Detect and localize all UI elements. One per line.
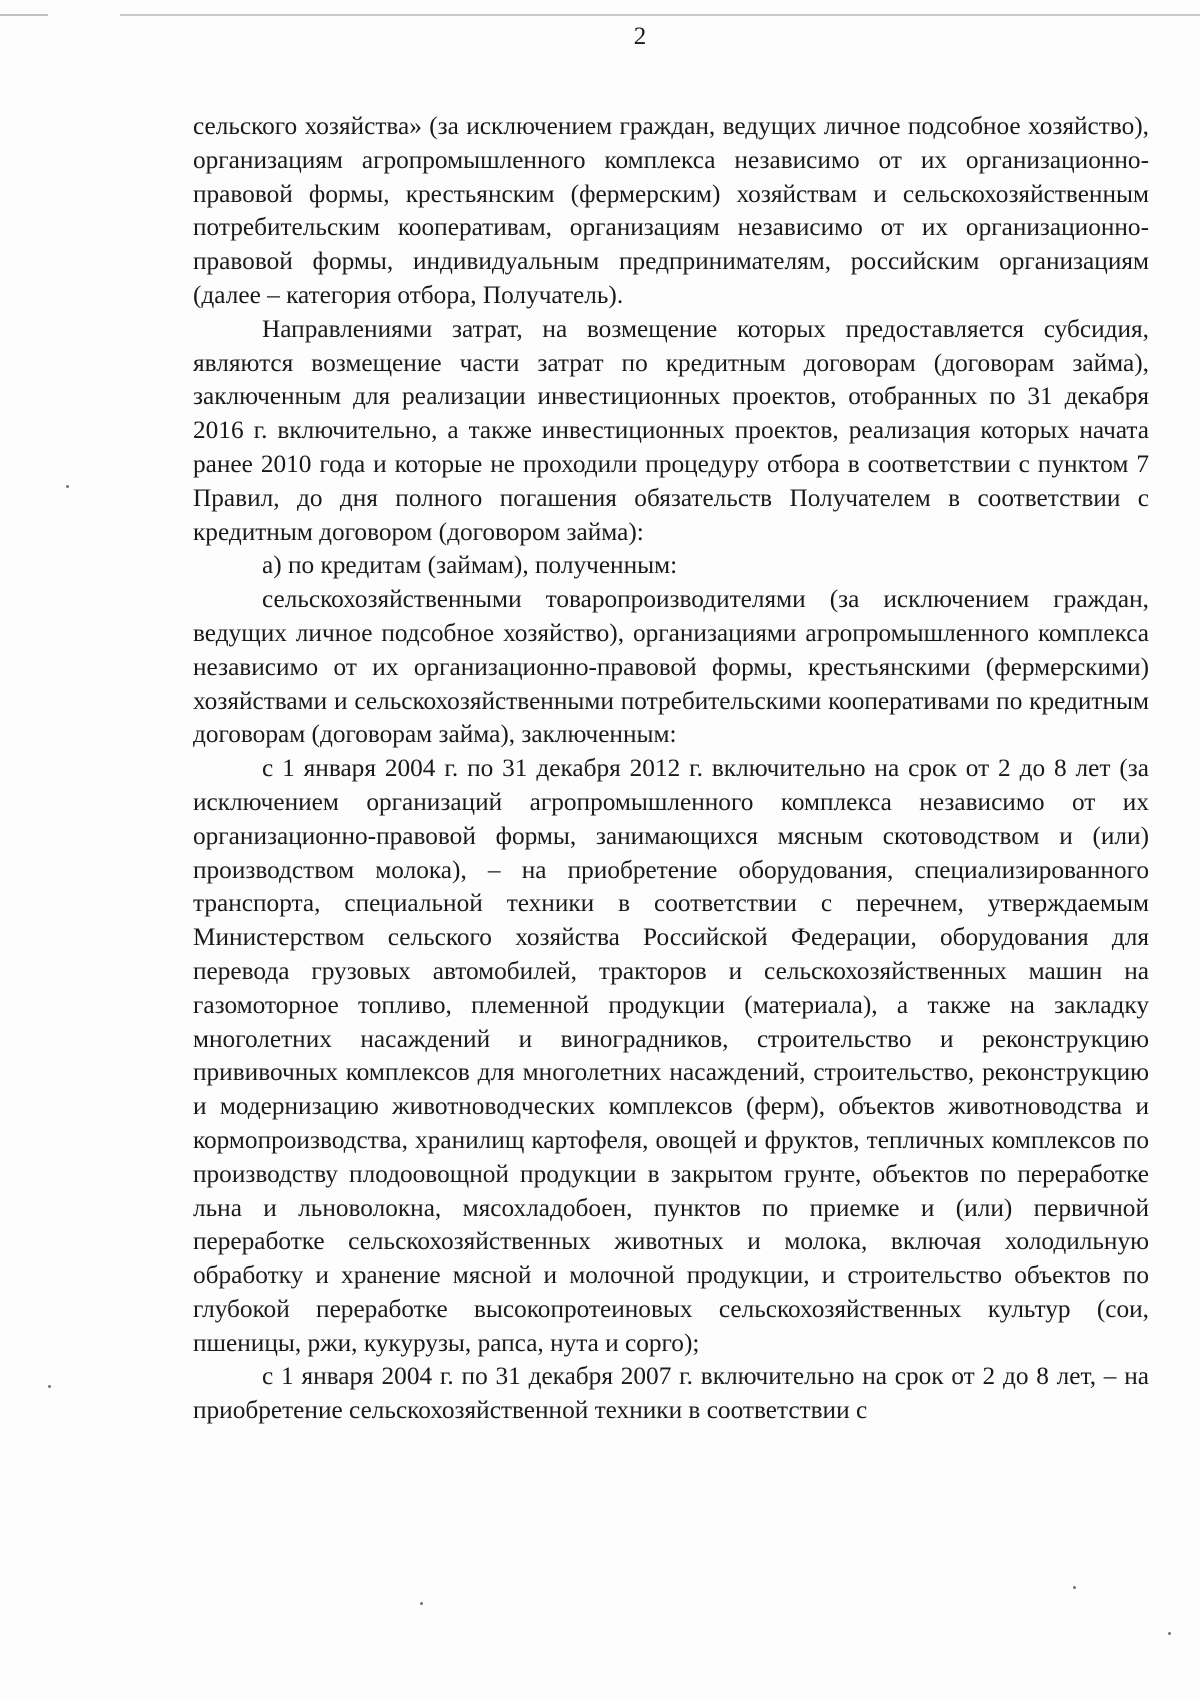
paragraph-3: а) по кредитам (займам), полученным: [262, 551, 678, 580]
scan-speck [48, 1385, 51, 1388]
scan-speck [66, 485, 69, 488]
paragraph-1: сельского хозяйства» (за исключением граждан, ведущих личное подсобное хозяйство), организациям агропромышленного комплекса независимо от их организационно-правовой формы, крестьянским (фермерским) хозяйствам и сельскохозяйственным потребительским кооперативам, организациям независимо от их организационно-правовой формы, индивидуальным предпринимателям, российским организациям (далее – категория отбора, Получатель). [193, 112, 1149, 309]
paragraph-6: с 1 января 2004 г. по 31 декабря 2007 г. включительно на срок от 2 до 8 лет, – на приобретение сельскохозяйственной техники в соответствии с [193, 1362, 1149, 1425]
paragraph-5: с 1 января 2004 г. по 31 декабря 2012 г. включительно на срок от 2 до 8 лет (за исключением организаций агропромышленного комплекса независимо от их организационно-правовой формы, занимающихся мясным скотоводством и (или) производством молока), – на приобретение оборудования, специализированного транспорта, специальной техники в соответствии с перечнем, утверждаемым Министерством сельского хозяйства Российской Федерации, оборудования для перевода грузовых автомобилей, тракторов и сельскохозяйственных машин на газомоторное топливо, племенной продукции (материала), а также на закладку многолетних насаждений и виноградников, строительство и реконструкцию прививочных комплексов для многолетних насаждений, строительство, реконструкцию и модернизацию животноводческих комплексов (ферм), объектов животноводства и кормопроизводства, хранилищ картофеля, овощей и фруктов, тепличных комплексов по производству плодоовощной продукции в закрытом грунте, объектов по переработке льна и льноволокна, мясохладобоен, пунктов по приемке и (или) первичной переработке сельскохозяйственных животных и молока, включая холодильную обработку и хранение мясной и молочной продукции, и строительство объектов по глубокой переработке высокопротеиновых сельскохозяйственных культур (сои, пшеницы, ржи, кукурузы, рапса, нута и сорго); [193, 754, 1149, 1357]
scan-speck [420, 1602, 423, 1605]
scan-speck [1073, 1586, 1076, 1589]
paragraph-4: сельскохозяйственными товаропроизводителями (за исключением граждан, ведущих личное подсобное хозяйство), организациями агропромышленного комплекса независимо от их организационно-правовой формы, крестьянскими (фермерскими) хозяйствами и сельскохозяйственными потребительскими кооперативами по кредитным договорам (договорам займа), заключенным: [193, 585, 1149, 749]
scan-top-edge [0, 14, 1200, 16]
scan-speck [1168, 1632, 1171, 1635]
page-number: 2 [633, 23, 647, 50]
document-body [193, 110, 1149, 1428]
paragraph-2: Направлениями затрат, на возмещение которых предоставляется субсидия, являются возмещение части затрат по кредитным договорам (договорам займа), заключенным для реализации инвестиционных проектов, отобранных по 31 декабря 2016 г. включительно, а также инвестиционных проектов, реализация которых начата ранее 2010 года и которые не проходили процедуру отбора в соответствии с пунктом 7 Правил, до дня полного погашения обязательств Получателем в соответствии с кредитным договором (договором займа): [193, 314, 1149, 546]
